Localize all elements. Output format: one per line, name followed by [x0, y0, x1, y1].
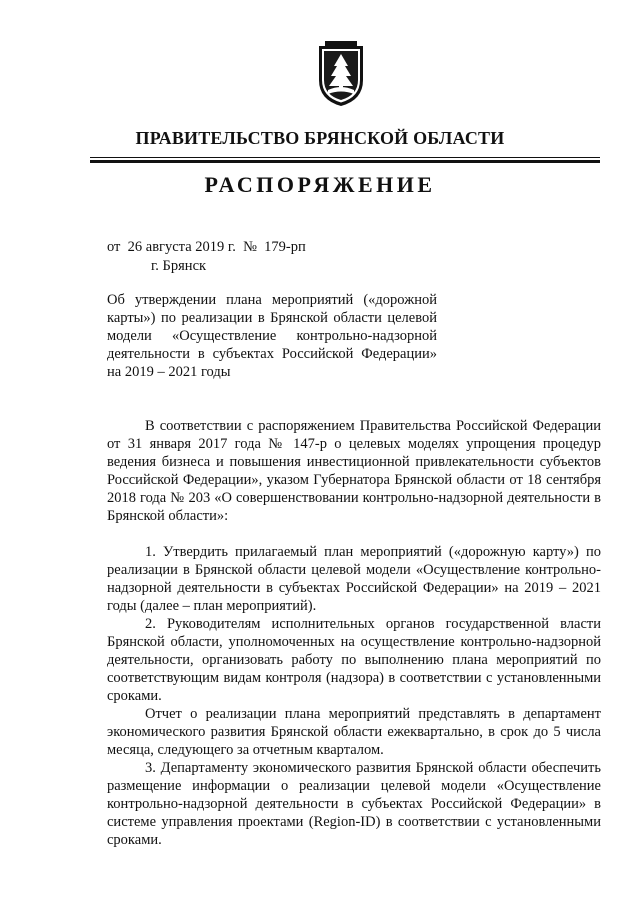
date-number-line: от 26 августа 2019 г. № 179-рп — [107, 239, 306, 255]
item-1-paragraph: 1. Утвердить прилагаемый план мероприятий («дорожную карту») по реализации в Брянской области целевой модели «Осуществление контрольно-надзорной деятельности в субъектах Российской Федерации» на 2019 – 2021 годы (далее – план мероприятий). — [107, 544, 601, 614]
bryansk-coat-of-arms-icon — [315, 40, 367, 108]
document-body — [107, 417, 601, 849]
document-type-heading: РАСПОРЯЖЕНИЕ — [204, 172, 436, 197]
header-divider-thick — [90, 160, 600, 163]
document-meta — [107, 238, 306, 276]
preamble-paragraph: В соответствии с распоряжением Правительства Российской Федерации от 31 января 2017 года № 147-р о целевых моделях упрощения процедур ведения бизнеса и повышения инвестиционной привлекательности субъектов Российской Федерации», указом Губернатора Брянской области от 18 сентября 2018 года № 203 «О совершенствовании контрольно-надзорной деятельности в Брянской области»: — [107, 418, 601, 524]
item-2-report-paragraph: Отчет о реализации плана мероприятий представлять в департамент экономического развития Брянской области ежеквартально, в срок до 5 числа месяца, следующего за отчетным кварталом. — [107, 706, 601, 758]
government-name: ПРАВИТЕЛЬСТВО БРЯНСКОЙ ОБЛАСТИ — [135, 128, 505, 148]
header-divider-thin — [90, 157, 600, 158]
item-2-paragraph: 2. Руководителям исполнительных органов государственной власти Брянской области, уполномоченных на осуществление контрольно-надзорной деятельности, организовать работу по выполнению плана мероприятий по соответствующим видам контроля (надзора) в соответствии с установленными сроками. — [107, 616, 601, 704]
city-line: г. Брянск — [151, 258, 207, 274]
document-subject: Об утверждении плана мероприятий («дорожной карты») по реализации в Брянской области целевой модели «Осуществление контрольно-надзорной деятельности в субъектах Российской Федерации» на 2019 – 2021 годы — [107, 292, 437, 380]
item-3-paragraph: 3. Департаменту экономического развития Брянской области обеспечить размещение информации о реализации целевой модели «Осуществление контрольно-надзорной деятельности в субъектах Российской Федерации» в системе управления проектами (Region-ID) в соответствии с установленными сроками. — [107, 760, 601, 848]
